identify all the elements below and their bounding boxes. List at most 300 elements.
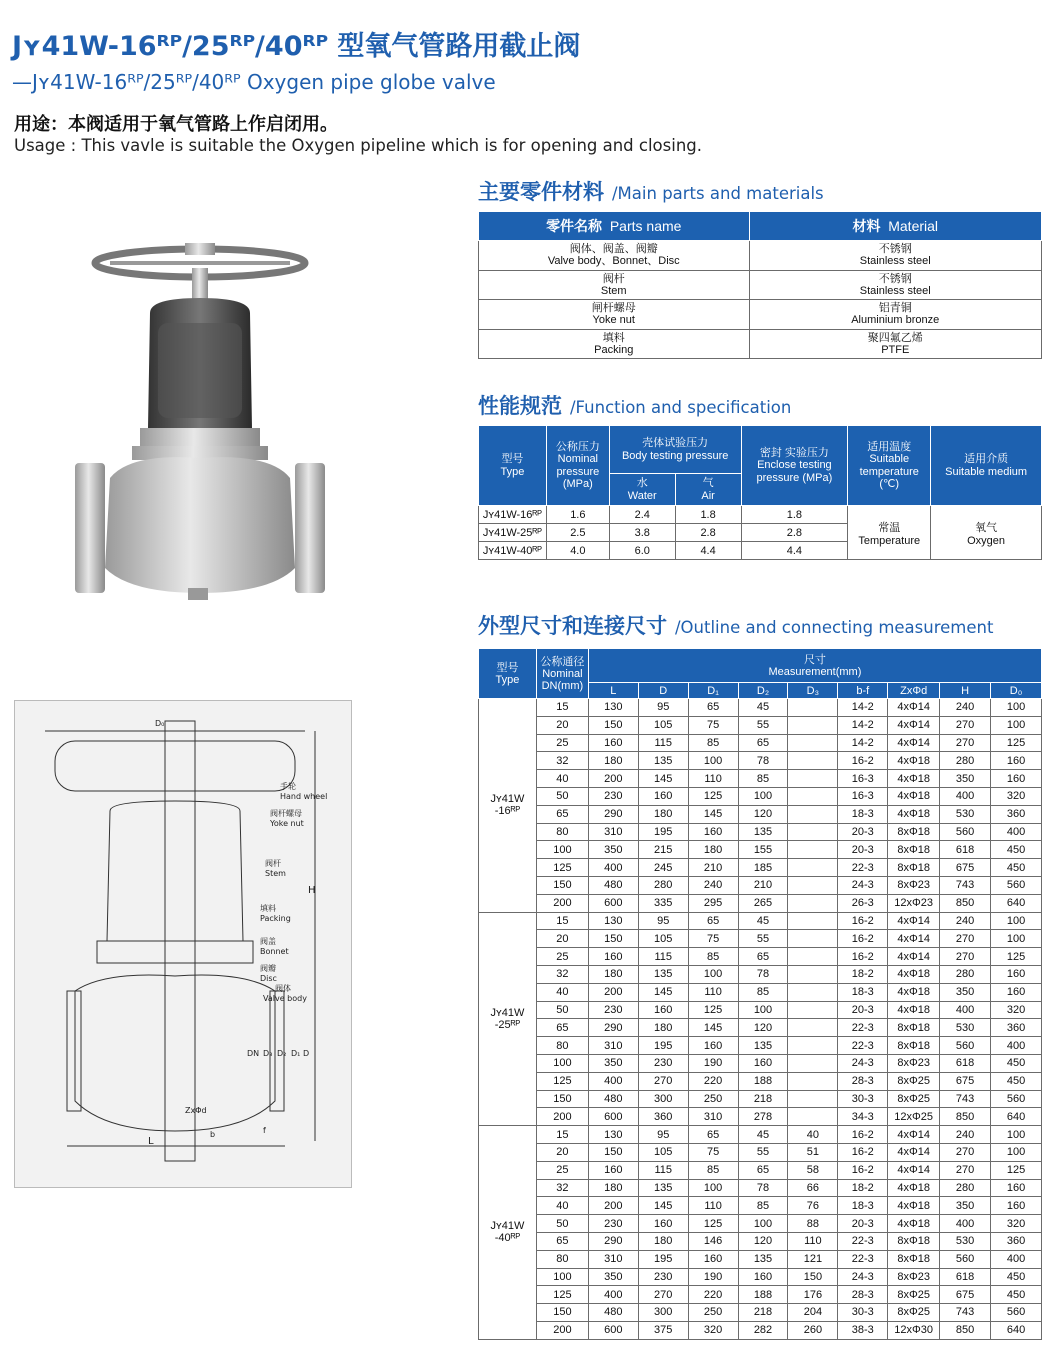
dims-cell: 75	[688, 716, 738, 734]
spec-pn-cell: 1.6	[546, 506, 609, 524]
dims-cell: 640	[991, 1321, 1042, 1339]
dims-cell: 16-2	[838, 948, 888, 966]
dims-cell: 220	[688, 1072, 738, 1090]
drawing-label-d0: D₀	[155, 719, 165, 728]
dims-cell: 185	[738, 859, 788, 877]
dims-cell: 65	[536, 1019, 588, 1037]
dims-cell: 16-2	[838, 1161, 888, 1179]
drawing-label-zxd: ZxΦd	[185, 1106, 207, 1115]
dims-cell: 28-3	[838, 1286, 888, 1304]
dims-cell: 375	[638, 1321, 688, 1339]
dims-cell: 20	[536, 1143, 588, 1161]
dims-cell: 320	[991, 1215, 1042, 1233]
dims-cell: 278	[738, 1108, 788, 1126]
dims-cell: 14-2	[838, 716, 888, 734]
dims-row	[479, 1304, 1042, 1322]
page-title: Jʏ41W-16ᴿᴾ/25ᴿᴾ/40ᴿᴾ 型氧气管路用截止阀	[12, 31, 581, 62]
dims-cell: 160	[688, 1037, 738, 1055]
dims-cell: 4xΦ14	[888, 716, 940, 734]
dims-row	[479, 805, 1042, 823]
dims-cell: 4xΦ18	[888, 983, 940, 1001]
dims-cell: 560	[940, 823, 991, 841]
spec-type-cell: Jʏ41W-40ᴿᴾ	[479, 542, 547, 560]
dims-cell: 230	[588, 787, 638, 805]
spec-air-cell: 1.8	[675, 506, 741, 524]
spec-seal-cell: 2.8	[741, 524, 848, 542]
dims-cell: 4xΦ18	[888, 965, 940, 983]
dims-cell: 320	[688, 1321, 738, 1339]
dims-cell: 743	[940, 1090, 991, 1108]
dims-row	[479, 1268, 1042, 1286]
dims-heading-cn: 外型尺寸和连接尺寸	[478, 614, 667, 638]
dims-cell: 135	[738, 823, 788, 841]
dims-cell: 45	[738, 912, 788, 930]
dims-cell: 65	[738, 1161, 788, 1179]
dims-cell: 120	[738, 1232, 788, 1250]
dims-cell: 350	[588, 841, 638, 859]
valve-product-photo	[70, 238, 330, 628]
drawing-label-yokenut-en: Yoke nut	[270, 819, 304, 828]
spec-water-cell: 3.8	[609, 524, 675, 542]
dims-cell: 135	[638, 752, 688, 770]
dims-cell: 65	[738, 948, 788, 966]
dims-row	[479, 912, 1042, 930]
dims-cell: 160	[588, 948, 638, 966]
dims-cell: 45	[738, 699, 788, 717]
spec-medium-cell: 氧气 Oxygen	[931, 506, 1042, 560]
dims-cell: 8xΦ18	[888, 859, 940, 877]
dims-subcol: D	[638, 683, 688, 699]
dims-cell: 16-2	[838, 912, 888, 930]
dims-cell: 290	[588, 805, 638, 823]
dims-row	[479, 1108, 1042, 1126]
dims-row	[479, 930, 1042, 948]
spec-seal-cell: 1.8	[741, 506, 848, 524]
dims-cell: 160	[991, 983, 1042, 1001]
dims-cell: 85	[738, 770, 788, 788]
dims-cell: 135	[738, 1250, 788, 1268]
dims-cell: 530	[940, 1019, 991, 1037]
dims-cell: 125	[536, 1072, 588, 1090]
dims-cell: 270	[940, 948, 991, 966]
dims-cell: 135	[738, 1037, 788, 1055]
dims-section-heading	[478, 610, 993, 640]
dims-row	[479, 1019, 1042, 1037]
dims-cell	[788, 965, 838, 983]
dims-cell: 295	[688, 894, 738, 912]
dims-cell: 400	[991, 1250, 1042, 1268]
drawing-label-d: D	[303, 1049, 310, 1058]
dims-row	[479, 716, 1042, 734]
dims-group-type: Jʏ41W -25ᴿᴾ	[479, 912, 537, 1126]
dims-cell: 400	[991, 1037, 1042, 1055]
dims-cell: 4xΦ14	[888, 1161, 940, 1179]
dims-cell: 150	[588, 716, 638, 734]
dims-cell: 8xΦ23	[888, 1268, 940, 1286]
spec-type-cell: Jʏ41W-16ᴿᴾ	[479, 506, 547, 524]
dims-cell: 618	[940, 841, 991, 859]
dims-cell: 190	[688, 1054, 738, 1072]
dims-cell: 85	[688, 734, 738, 752]
dims-cell: 80	[536, 1037, 588, 1055]
dims-cell: 8xΦ18	[888, 841, 940, 859]
spec-seal-cell: 4.4	[741, 542, 848, 560]
dims-cell: 14-2	[838, 734, 888, 752]
dims-cell: 180	[688, 841, 738, 859]
dims-cell	[788, 1054, 838, 1072]
drawing-label-d1: D₁	[291, 1049, 301, 1058]
dims-cell: 100	[991, 930, 1042, 948]
dims-cell	[788, 699, 838, 717]
dims-cell: 240	[940, 699, 991, 717]
dims-row	[479, 1215, 1042, 1233]
dims-cell: 38-3	[838, 1321, 888, 1339]
dims-cell: 600	[588, 1321, 638, 1339]
dims-cell: 560	[940, 1250, 991, 1268]
page-subtitle: —Jʏ41W-16ᴿᴾ/25ᴿᴾ/40ᴿᴾ Oxygen pipe globe valve	[12, 70, 496, 94]
dims-cell: 280	[940, 752, 991, 770]
dims-cell: 8xΦ25	[888, 1304, 940, 1322]
dims-cell: 450	[991, 1268, 1042, 1286]
dims-cell: 115	[638, 948, 688, 966]
dims-row	[479, 841, 1042, 859]
drawing-label-body-cn: 阀体	[275, 984, 291, 993]
dims-cell: 400	[940, 1001, 991, 1019]
dims-cell: 32	[536, 1179, 588, 1197]
dims-cell: 245	[638, 859, 688, 877]
dims-cell: 450	[991, 859, 1042, 877]
dims-cell: 16-2	[838, 752, 888, 770]
parts-col-material: 材料 Material	[749, 212, 1042, 241]
dims-cell: 180	[588, 965, 638, 983]
dims-row	[479, 752, 1042, 770]
dims-cell: 24-3	[838, 1054, 888, 1072]
dims-cell: 155	[738, 841, 788, 859]
dims-cell: 45	[738, 1126, 788, 1144]
dims-cell: 145	[688, 1019, 738, 1037]
dims-cell: 4xΦ18	[888, 1001, 940, 1019]
dims-row	[479, 1037, 1042, 1055]
dims-cell: 4xΦ14	[888, 699, 940, 717]
dims-cell: 135	[638, 965, 688, 983]
dims-cell: 125	[991, 948, 1042, 966]
dims-cell: 22-3	[838, 1037, 888, 1055]
dims-row	[479, 1232, 1042, 1250]
dims-group-type: Jʏ41W -40ᴿᴾ	[479, 1126, 537, 1340]
dims-cell: 160	[991, 1197, 1042, 1215]
dims-cell: 350	[940, 770, 991, 788]
dims-cell: 240	[940, 912, 991, 930]
dims-cell: 8xΦ25	[888, 1072, 940, 1090]
parts-materials-table	[478, 211, 1042, 359]
dims-cell: 50	[536, 787, 588, 805]
dims-cell	[788, 930, 838, 948]
dims-cell: 121	[788, 1250, 838, 1268]
dims-cell: 320	[991, 1001, 1042, 1019]
dims-cell: 188	[738, 1072, 788, 1090]
dims-cell: 4xΦ14	[888, 1126, 940, 1144]
usage-english: Usage : This vavle is suitable the Oxygen pipeline which is for opening and closing.	[14, 136, 703, 155]
dims-row	[479, 1197, 1042, 1215]
dims-cell: 150	[788, 1268, 838, 1286]
dims-cell: 300	[638, 1090, 688, 1108]
dims-cell: 120	[738, 805, 788, 823]
dims-cell	[788, 787, 838, 805]
dims-cell: 34-3	[838, 1108, 888, 1126]
dims-cell: 4xΦ18	[888, 805, 940, 823]
dims-heading-en: /Outline and connecting measurement	[675, 618, 994, 637]
dims-cell: 180	[638, 1232, 688, 1250]
dims-cell: 20-3	[838, 823, 888, 841]
dims-cell: 290	[588, 1019, 638, 1037]
dims-cell: 180	[588, 752, 638, 770]
dims-cell: 450	[991, 1072, 1042, 1090]
dims-cell: 65	[688, 1126, 738, 1144]
dims-cell: 160	[738, 1268, 788, 1286]
dims-cell: 30-3	[838, 1090, 888, 1108]
dims-cell: 150	[536, 876, 588, 894]
part-material-cell: 铝青铜 Aluminium bronze	[749, 300, 1042, 330]
dims-cell	[788, 1019, 838, 1037]
drawing-label-f: f	[263, 1126, 266, 1135]
dims-cell: 160	[688, 1250, 738, 1268]
dims-cell: 125	[688, 787, 738, 805]
usage-chinese: 用途：本阀适用于氧气管路上作启闭用。	[14, 114, 338, 135]
drawing-label-yokenut-cn: 阀杆螺母	[270, 809, 302, 818]
drawing-label-disc-en: Disc	[260, 974, 277, 983]
dims-cell: 160	[638, 1215, 688, 1233]
dims-cell: 180	[638, 805, 688, 823]
dims-cell: 400	[991, 823, 1042, 841]
dims-cell: 100	[991, 1126, 1042, 1144]
dims-cell: 350	[940, 1197, 991, 1215]
dims-cell: 8xΦ25	[888, 1090, 940, 1108]
spec-row	[479, 506, 1042, 524]
dims-cell: 65	[536, 805, 588, 823]
dims-cell: 55	[738, 716, 788, 734]
dims-cell: 160	[588, 1161, 638, 1179]
dims-row	[479, 1054, 1042, 1072]
dims-cell: 210	[738, 876, 788, 894]
dims-cell: 480	[588, 876, 638, 894]
drawing-label-disc-cn: 阀瓣	[260, 964, 276, 973]
dims-cell: 4xΦ18	[888, 752, 940, 770]
dims-cell: 270	[940, 1143, 991, 1161]
dims-cell: 32	[536, 752, 588, 770]
dims-cell: 230	[588, 1215, 638, 1233]
dims-cell: 110	[688, 770, 738, 788]
spec-type-cell: Jʏ41W-25ᴿᴾ	[479, 524, 547, 542]
dims-col-dn: 公称通径 Nominal DN(mm)	[536, 649, 588, 699]
dims-cell	[788, 894, 838, 912]
dims-cell: 400	[588, 859, 638, 877]
dims-cell: 215	[638, 841, 688, 859]
dims-row	[479, 1072, 1042, 1090]
dims-cell: 12xΦ23	[888, 894, 940, 912]
dims-cell: 16-3	[838, 787, 888, 805]
dims-cell: 350	[588, 1054, 638, 1072]
dims-cell: 15	[536, 912, 588, 930]
dims-cell: 85	[688, 1161, 738, 1179]
dims-row	[479, 1250, 1042, 1268]
dims-cell: 14-2	[838, 699, 888, 717]
parts-row	[479, 329, 1042, 359]
dims-cell: 8xΦ18	[888, 1232, 940, 1250]
dims-cell: 360	[991, 1019, 1042, 1037]
dims-cell: 400	[588, 1072, 638, 1090]
spec-heading-en: /Function and specification	[570, 398, 792, 417]
dims-cell: 51	[788, 1143, 838, 1161]
dims-cell: 310	[588, 1250, 638, 1268]
dims-cell	[788, 716, 838, 734]
dims-cell: 40	[788, 1126, 838, 1144]
dims-cell: 18-2	[838, 1179, 888, 1197]
dims-col-measurement: 尺寸 Measurement(mm)	[588, 649, 1041, 683]
dims-cell: 310	[588, 1037, 638, 1055]
dims-cell: 100	[991, 1143, 1042, 1161]
spec-water-cell: 2.4	[609, 506, 675, 524]
dims-cell: 560	[940, 1037, 991, 1055]
dims-cell: 320	[991, 787, 1042, 805]
dims-cell: 100	[536, 1268, 588, 1286]
dims-cell	[788, 805, 838, 823]
spec-col-test: 壳体试验压力 Body testing pressure	[609, 426, 741, 474]
technical-drawing	[14, 700, 352, 1188]
drawing-label-d3: D₃	[263, 1049, 273, 1058]
dims-cell: 200	[588, 983, 638, 1001]
part-name-cell: 闸杆螺母 Yoke nut	[479, 300, 750, 330]
dims-cell	[788, 1108, 838, 1126]
dims-cell: 204	[788, 1304, 838, 1322]
drawing-label-bonnet-en: Bonnet	[260, 947, 289, 956]
spec-air-cell: 4.4	[675, 542, 741, 560]
dims-cell: 160	[638, 787, 688, 805]
dims-cell: 115	[638, 734, 688, 752]
dims-cell: 230	[638, 1268, 688, 1286]
dims-cell: 50	[536, 1001, 588, 1019]
dims-cell: 66	[788, 1179, 838, 1197]
dims-cell: 12xΦ25	[888, 1108, 940, 1126]
dims-cell: 22-3	[838, 1232, 888, 1250]
spec-col-temp: 适用温度 Suitable temperature (℃)	[848, 426, 931, 506]
dims-cell: 176	[788, 1286, 838, 1304]
dims-cell: 270	[940, 1161, 991, 1179]
drawing-label-handwheel-cn: 手轮	[280, 782, 296, 791]
dims-cell: 530	[940, 805, 991, 823]
dims-cell: 200	[588, 1197, 638, 1215]
dims-cell: 4xΦ18	[888, 787, 940, 805]
dims-cell: 100	[536, 1054, 588, 1072]
dims-cell: 125	[536, 1286, 588, 1304]
dims-cell: 75	[688, 930, 738, 948]
dims-cell: 22-3	[838, 859, 888, 877]
dims-cell: 85	[688, 948, 738, 966]
dims-row	[479, 787, 1042, 805]
spec-table	[478, 425, 1042, 560]
dims-cell	[788, 1090, 838, 1108]
parts-row	[479, 241, 1042, 271]
spec-air-cell: 2.8	[675, 524, 741, 542]
dims-cell: 200	[536, 1108, 588, 1126]
dims-cell	[788, 912, 838, 930]
part-name-cell: 阀体、阀盖、阀瓣 Valve body、Bonnet、Disc	[479, 241, 750, 271]
dims-cell: 4xΦ18	[888, 1179, 940, 1197]
dims-cell: 100	[991, 699, 1042, 717]
dims-cell: 210	[688, 859, 738, 877]
dims-cell: 743	[940, 1304, 991, 1322]
dims-cell: 145	[638, 770, 688, 788]
dims-cell: 218	[738, 1304, 788, 1322]
dims-cell: 125	[688, 1001, 738, 1019]
drawing-label-bonnet-cn: 阀盖	[260, 937, 276, 946]
dims-row	[479, 770, 1042, 788]
dims-cell: 335	[638, 894, 688, 912]
dims-cell: 600	[588, 894, 638, 912]
dims-cell: 150	[588, 930, 638, 948]
dims-cell: 4xΦ14	[888, 930, 940, 948]
dims-cell: 85	[738, 983, 788, 1001]
dims-subcol: D₂	[738, 683, 788, 699]
dims-cell: 78	[738, 752, 788, 770]
dims-cell: 78	[738, 965, 788, 983]
dims-row	[479, 983, 1042, 1001]
dims-cell: 16-3	[838, 770, 888, 788]
dims-cell: 110	[788, 1232, 838, 1250]
spec-col-seal: 密封 实验压力 Enclose testing pressure (MPa)	[741, 426, 848, 506]
dims-cell: 150	[536, 1090, 588, 1108]
dims-cell	[788, 823, 838, 841]
dims-cell: 270	[638, 1072, 688, 1090]
dims-cell: 30-3	[838, 1304, 888, 1322]
dims-cell	[788, 1001, 838, 1019]
part-name-cell: 填料 Packing	[479, 329, 750, 359]
spec-col-medium: 适用介质 Suitable medium	[931, 426, 1042, 506]
dims-cell: 850	[940, 894, 991, 912]
part-material-cell: 聚四氟乙烯 PTFE	[749, 329, 1042, 359]
dims-cell: 130	[588, 1126, 638, 1144]
dims-cell: 18-2	[838, 965, 888, 983]
dims-cell: 28-3	[838, 1072, 888, 1090]
dims-cell: 100	[688, 1179, 738, 1197]
dims-cell: 65	[688, 912, 738, 930]
parts-row	[479, 270, 1042, 300]
dims-cell: 530	[940, 1232, 991, 1250]
part-material-cell: 不锈钢 Stainless steel	[749, 241, 1042, 271]
dims-cell: 218	[738, 1090, 788, 1108]
dims-cell: 200	[588, 770, 638, 788]
dims-cell: 25	[536, 948, 588, 966]
dims-cell: 100	[536, 841, 588, 859]
dims-cell: 240	[940, 1126, 991, 1144]
dims-cell: 265	[738, 894, 788, 912]
dims-cell: 675	[940, 859, 991, 877]
dims-cell: 195	[638, 823, 688, 841]
dims-subcol: H	[940, 683, 991, 699]
dims-cell: 100	[738, 787, 788, 805]
parts-col-name: 零件名称 Parts name	[479, 212, 750, 241]
dims-cell: 16-2	[838, 1126, 888, 1144]
dims-cell: 618	[940, 1268, 991, 1286]
dims-cell: 88	[788, 1215, 838, 1233]
dims-cell: 20	[536, 716, 588, 734]
dims-cell: 8xΦ18	[888, 1250, 940, 1268]
dims-cell: 20-3	[838, 1001, 888, 1019]
drawing-label-stem-en: Stem	[265, 869, 286, 878]
dims-cell: 100	[738, 1215, 788, 1233]
dimensions-table	[478, 648, 1042, 1340]
dims-cell: 560	[991, 1304, 1042, 1322]
dims-cell: 100	[991, 912, 1042, 930]
